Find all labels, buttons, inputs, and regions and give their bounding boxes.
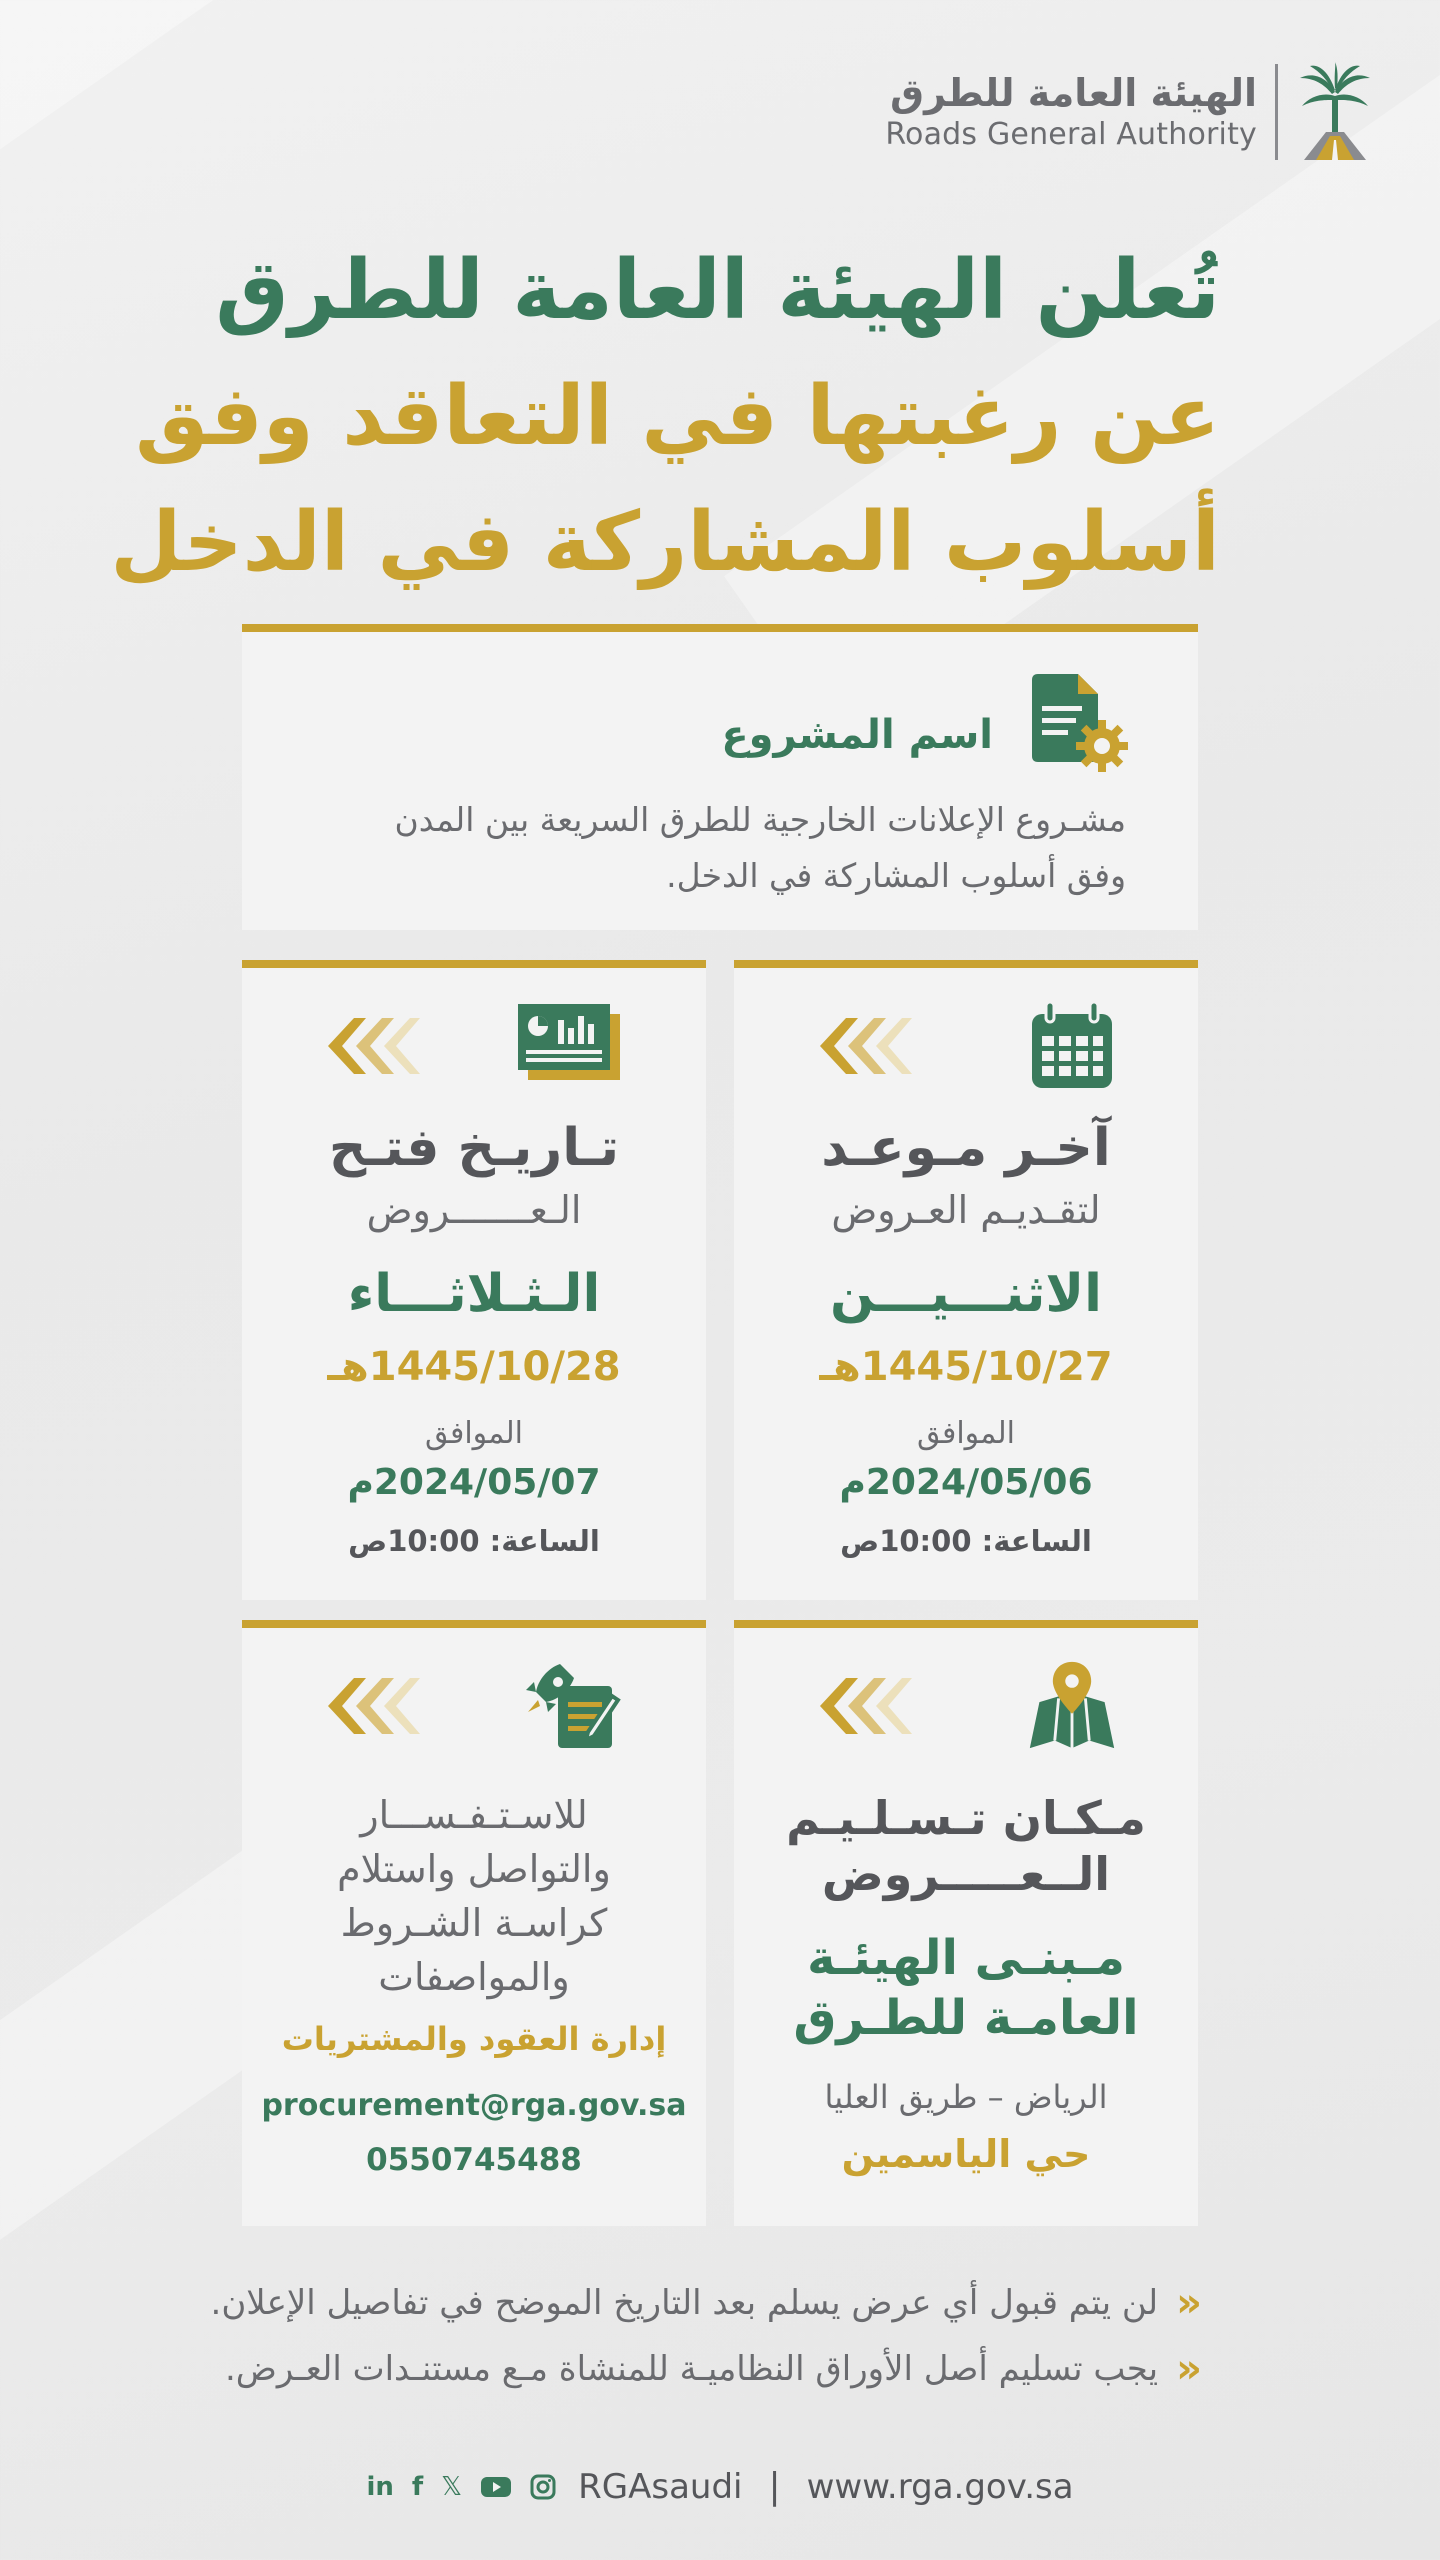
facebook-icon[interactable]: f <box>411 2471 424 2502</box>
note-text: لن يتم قبول أي عرض يسلم بعد التاريخ الموضح في تفاصيل الإعلان. <box>210 2283 1159 2323</box>
footer-separator: | <box>768 2466 781 2507</box>
location-building-line-2: العامـة للطـرق <box>793 1990 1139 2046</box>
deadline-agrees-label: الموافق <box>916 1416 1015 1451</box>
deadline-day: الاثنـــيـــن <box>830 1264 1102 1324</box>
contact-line-2: والتواصل واستلام <box>337 1847 611 1891</box>
contact-card <box>242 1620 706 2226</box>
linkedin-icon[interactable]: in <box>366 2471 394 2502</box>
chevrons-left-icon <box>324 1014 424 1078</box>
project-desc-line-2: وفق أسلوب المشاركة في الدخل. <box>666 856 1126 895</box>
contact-phone[interactable]: 0550745488 <box>366 2142 582 2178</box>
calendar-icon <box>1028 1000 1116 1092</box>
project-title: اسم المشروع <box>721 712 993 758</box>
presentation-chart-icon <box>514 1000 624 1092</box>
deadline-time: الساعة: 10:00ص <box>840 1524 1092 1558</box>
location-title <box>734 1790 1198 1902</box>
org-name-arabic: الهيئة العامة للطرق <box>890 71 1257 115</box>
org-name-english: Roads General Authority <box>885 117 1257 152</box>
location-district: حي الياسمين <box>841 2132 1091 2176</box>
rocket-document-icon <box>524 1660 624 1752</box>
contact-line-1: للاسـتـفـســـار <box>360 1793 588 1837</box>
background-stripe <box>0 0 582 258</box>
location-title-line-1: مـكـان تـسـلـيـم <box>786 1791 1146 1845</box>
project-desc-line-1: مشـروع الإعلانات الخارجية للطرق السريعة بين المدن <box>394 800 1126 839</box>
contact-department: إدارة العقود والمشتريات <box>281 2020 667 2058</box>
headline-line-3: أسلوب المشاركة في الدخل <box>110 495 1220 590</box>
map-pin-icon <box>1024 1660 1120 1752</box>
project-name-card <box>242 624 1198 930</box>
headline <box>110 228 1220 606</box>
opening-title: تـاريـخ فتـح <box>328 1118 620 1178</box>
deadline-title: آخـر مـوعـد <box>821 1118 1111 1178</box>
note-item <box>225 2346 1202 2392</box>
x-icon[interactable]: 𝕏 <box>441 2471 463 2502</box>
contact-email[interactable]: procurement@rga.gov.sa <box>261 2088 687 2123</box>
opening-day: الـثـلاثـــاء <box>347 1264 601 1324</box>
deadline-gregorian-date: 2024/05/06م <box>839 1462 1093 1503</box>
note-text: يجب تسليم أصل الأوراق النظاميـة للمنشاة مـع مستنـدات العـرض. <box>224 2349 1159 2389</box>
headline-line-2: عن رغبتها في التعاقد وفق <box>135 369 1220 464</box>
instagram-icon[interactable] <box>530 2474 556 2500</box>
social-handle[interactable]: RGAsaudi <box>578 2466 743 2507</box>
opening-hijri-date: 1445/10/28هـ <box>327 1344 621 1390</box>
opening-subtitle: الـعـــــــروض <box>366 1188 582 1232</box>
chevrons-left-icon <box>324 1674 424 1738</box>
location-address: الرياض – طريق العليا <box>824 2078 1108 2116</box>
logo-text <box>885 70 1257 154</box>
palm-road-logo-icon <box>1296 62 1374 162</box>
double-chevron-icon: « <box>1176 2346 1202 2392</box>
headline-line-1: تُعلن الهيئة العامة للطرق <box>215 243 1220 338</box>
social-icons <box>366 2472 556 2502</box>
contact-line-3: كراسـة الشـروط <box>340 1901 608 1945</box>
contact-line-4: والمواصفات <box>378 1955 570 1999</box>
document-gear-icon <box>1028 670 1128 774</box>
chevrons-left-icon <box>816 1014 916 1078</box>
contact-description <box>242 1788 706 2004</box>
submission-deadline-card <box>734 960 1198 1600</box>
footer <box>0 2466 1440 2507</box>
logo-divider <box>1275 64 1278 160</box>
location-building <box>734 1928 1198 2048</box>
youtube-icon[interactable] <box>480 2475 512 2499</box>
opening-gregorian-date: 2024/05/07م <box>347 1462 601 1503</box>
website-link[interactable]: www.rga.gov.sa <box>806 2466 1074 2507</box>
project-description <box>306 792 1126 904</box>
opening-time: الساعة: 10:00ص <box>348 1524 600 1558</box>
delivery-location-card <box>734 1620 1198 2226</box>
chevrons-left-icon <box>816 1674 916 1738</box>
deadline-hijri-date: 1445/10/27هـ <box>819 1344 1113 1390</box>
location-title-line-2: الــعـــــروض <box>821 1847 1111 1901</box>
opening-agrees-label: الموافق <box>424 1416 523 1451</box>
location-building-line-1: مـبنـى الهيئـة <box>807 1930 1125 1986</box>
rga-logo <box>885 62 1374 162</box>
deadline-subtitle: لتقـديـم العـروض <box>831 1188 1101 1232</box>
double-chevron-icon: « <box>1176 2280 1202 2326</box>
note-item <box>211 2280 1202 2326</box>
bid-opening-card <box>242 960 706 1600</box>
